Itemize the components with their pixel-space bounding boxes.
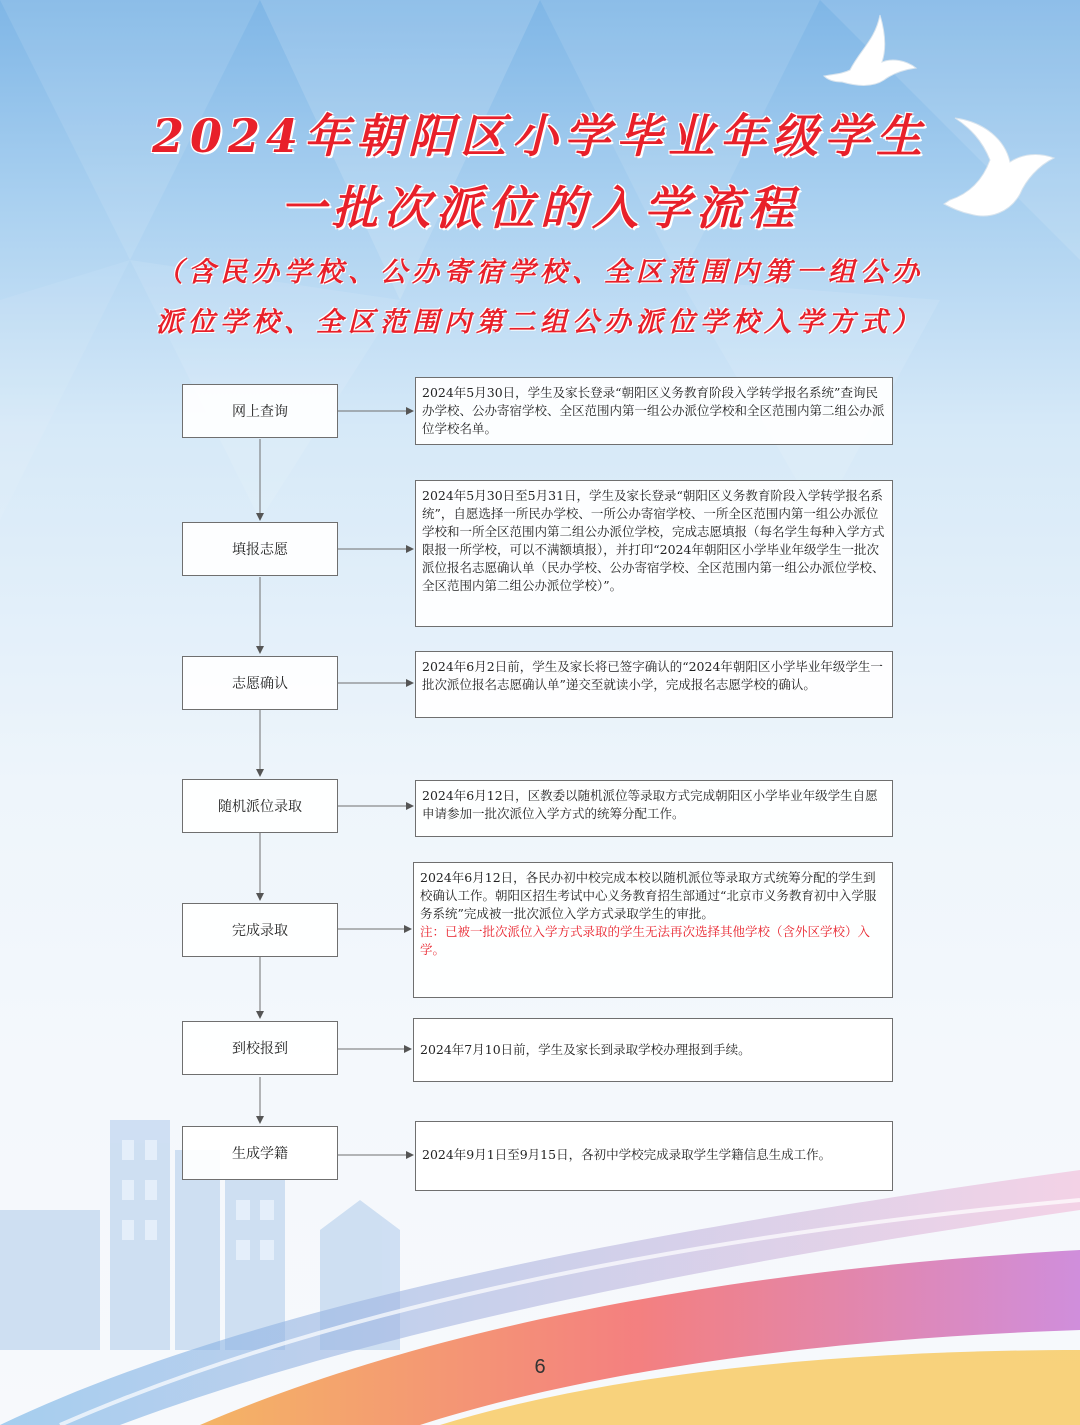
step-description-generate-record — [415, 1121, 893, 1191]
step-box-report-to-school: 到校报到 — [182, 1021, 338, 1075]
step-box-confirm-application: 志愿确认 — [182, 656, 338, 710]
step-box-complete-admission: 完成录取 — [182, 903, 338, 957]
page-title-line1: 2024年朝阳区小学毕业年级学生 — [151, 109, 929, 163]
description-text: 2024年7月10日前，学生及家长到录取学校办理报到手续。 — [420, 1042, 751, 1057]
step-box-generate-record: 生成学籍 — [182, 1126, 338, 1180]
step-box-fill-application: 填报志愿 — [182, 522, 338, 576]
description-text: 2024年6月2日前，学生及家长将已签字确认的“2024年朝阳区小学毕业年级学生一批次派位报名志愿确认单”递交至就读小学，完成报名志愿学校的确认。 — [422, 659, 883, 692]
step-description-confirm-application — [415, 651, 893, 718]
step-description-online-query — [415, 377, 893, 445]
page-subtitle-line2: 派位学校、全区范围内第二组公办派位学校入学方式） — [156, 307, 924, 338]
step-box-online-query: 网上查询 — [182, 384, 338, 438]
page-title-line2: 一批次派位的入学流程 — [280, 181, 800, 235]
step-description-report-to-school — [413, 1018, 893, 1082]
description-text: 2024年6月12日，各民办初中校完成本校以随机派位等录取方式统筹分配的学生到校确认工作。朝阳区招生考试中心义务教育招生部通过“北京市义务教育初中入学服务系统”完成被一批次派位入学方式录取学生的审批。 — [420, 870, 877, 921]
step-description-random-assignment — [415, 780, 893, 837]
description-text: 2024年5月30日，学生及家长登录“朝阳区义务教育阶段入学转学报名系统”查询民办学校、公办寄宿学校、全区范围内第一组公办派位学校和全区范围内第二组公办派位学校名单。 — [422, 385, 885, 436]
dove-icon — [820, 10, 920, 100]
description-text: 2024年6月12日，区教委以随机派位等录取方式完成朝阳区小学毕业年级学生自愿申请参加一批次派位入学方式的统筹分配工作。 — [422, 788, 878, 821]
step-description-fill-application — [415, 480, 893, 627]
step-description-complete-admission — [413, 862, 893, 998]
description-text: 2024年5月30日至5月31日，学生及家长登录“朝阳区义务教育阶段入学转学报名系统”，自愿选择一所民办学校、一所公办寄宿学校、一所全区范围内第一组公办派位学校和一所全区范围内第二组公办派位学校，完成志愿填报（每名学生每种入学方式限报一所学校，可以不满额填报），并打印“2024年朝阳区小学毕业年级学生一批次派位报名志愿确认单（民办学校、公办寄宿学校、全区范围内第一组公办派位学校、全区范围内第二组公办派位学校）”。 — [422, 488, 885, 593]
page-subtitle-line1: （含民办学校、公办寄宿学校、全区范围内第一组公办 — [156, 257, 924, 288]
step-box-random-assignment: 随机派位录取 — [182, 779, 338, 833]
page-number: 6 — [534, 1356, 546, 1378]
description-text: 2024年9月1日至9月15日，各初中学校完成录取学生学籍信息生成工作。 — [422, 1147, 832, 1162]
admission-note: 注：已被一批次派位入学方式录取的学生无法再次选择其他学校（含外区学校）入学。 — [420, 924, 871, 957]
